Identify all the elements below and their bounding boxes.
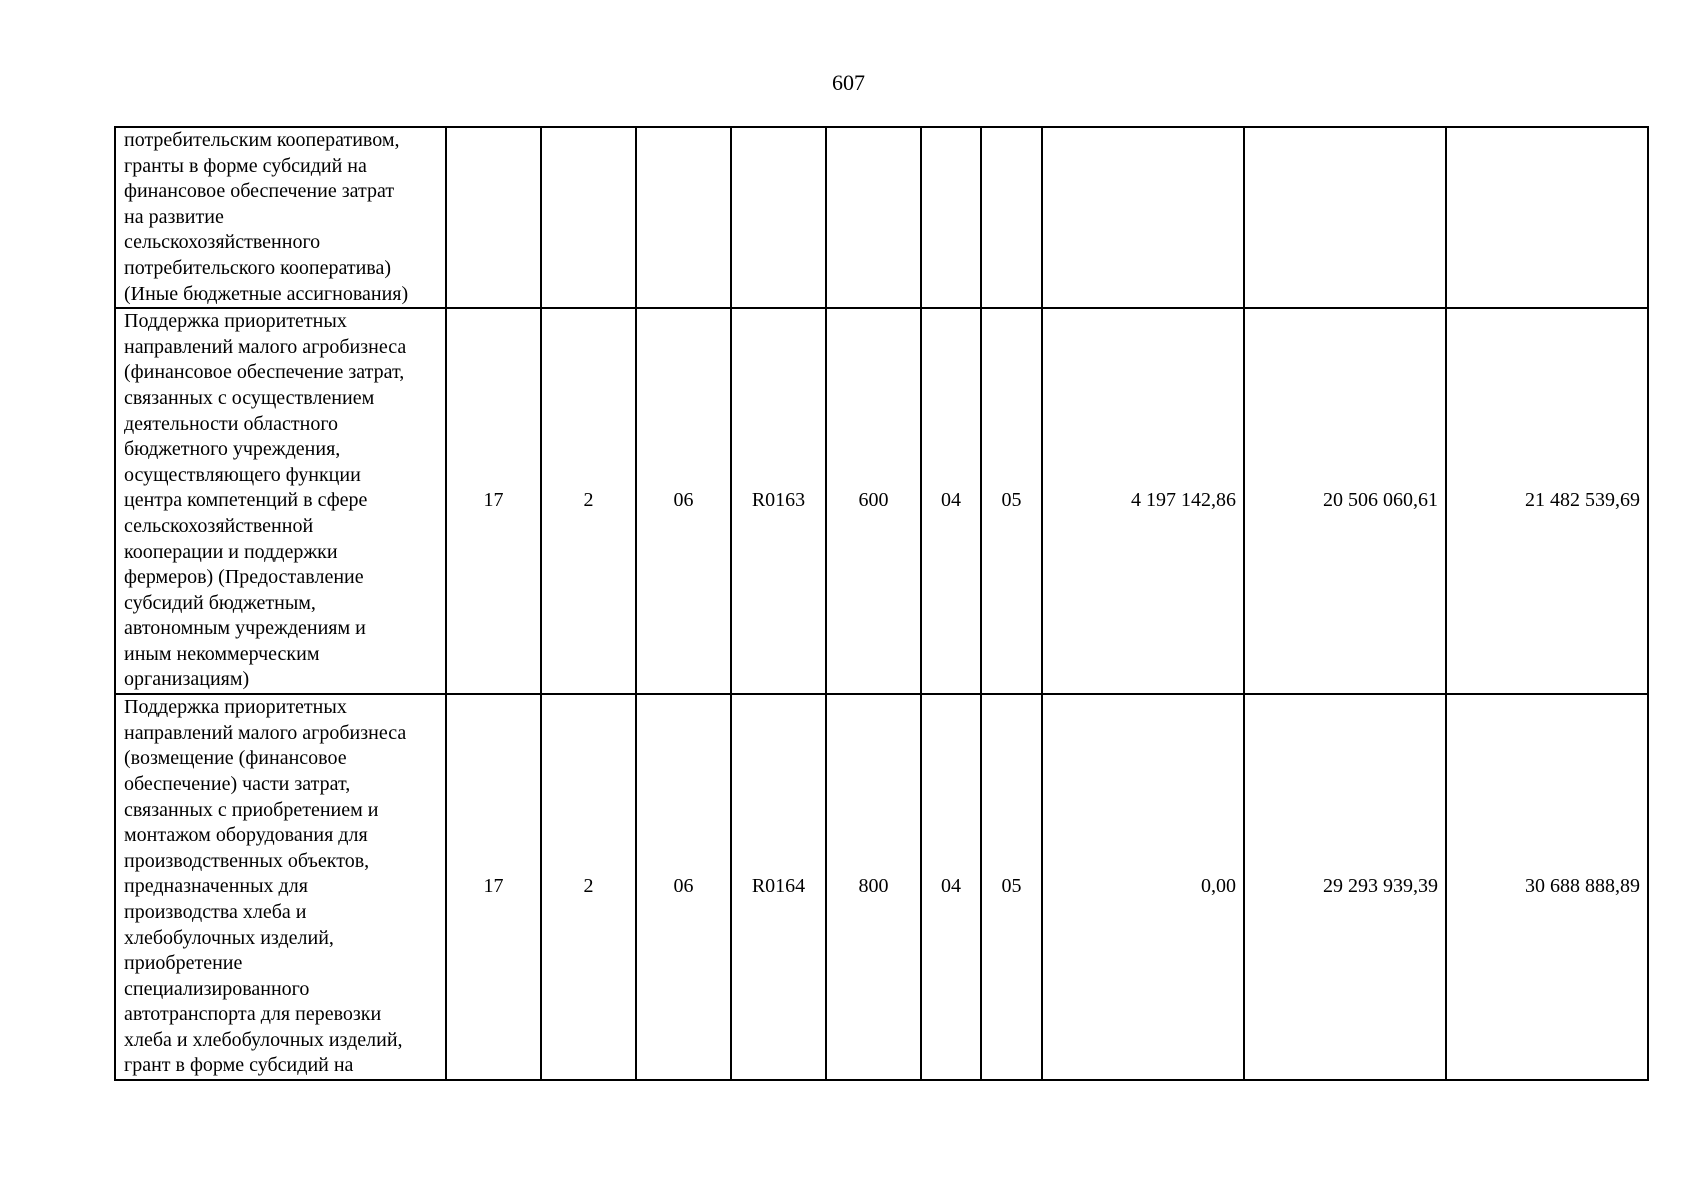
amount-3-cell (1446, 127, 1648, 308)
description-line: направлений малого агробизнеса (124, 721, 407, 744)
description-line: Поддержка приоритетных (124, 696, 347, 719)
amount-2-cell: 29 293 939,39 (1244, 694, 1446, 1080)
description-line: автотранспорта для перевозки (124, 1003, 382, 1026)
description-line: хлебобулочных изделий, (124, 926, 334, 949)
event-cell: 06 (636, 694, 731, 1080)
page-number: 607 (832, 70, 865, 95)
description-line: (финансовое обеспечение затрат, (124, 361, 405, 384)
amount-3-cell: 21 482 539,69 (1446, 308, 1648, 694)
description-line: иным некоммерческим (124, 642, 320, 665)
description-cell (115, 127, 446, 308)
expense-type-cell: 800 (826, 694, 921, 1080)
program-cell (446, 127, 541, 308)
subprogram-cell (541, 127, 636, 308)
description-line: осуществляющего функции (124, 463, 361, 486)
description-line: фермеров) (Предоставление (124, 566, 364, 589)
section-cell: 04 (921, 694, 981, 1080)
expense-type-cell (826, 127, 921, 308)
section-cell (921, 127, 981, 308)
amount-3-cell: 30 688 888,89 (1446, 694, 1648, 1080)
direction-cell (731, 127, 826, 308)
description-line: деятельности областного (124, 412, 339, 435)
expense-type-cell: 600 (826, 308, 921, 694)
description-line: (Иные бюджетные ассигнования) (124, 282, 409, 305)
description-line: автономным учреждениям и (124, 617, 366, 640)
description-line: Поддержка приоритетных (124, 310, 347, 333)
description-line: приобретение (124, 952, 243, 975)
description-line: производства хлеба и (124, 900, 307, 923)
amount-2-cell: 20 506 060,61 (1244, 308, 1446, 694)
description-line: потребительского кооператива) (124, 256, 391, 279)
description-line: бюджетного учреждения, (124, 438, 341, 461)
event-cell: 06 (636, 308, 731, 694)
amount-1-cell (1042, 127, 1244, 308)
description-line: (возмещение (финансовое (124, 747, 347, 770)
subsection-cell: 05 (981, 694, 1042, 1080)
subsection-cell (981, 127, 1042, 308)
description-line: кооперации и поддержки (124, 540, 338, 563)
budget-table (114, 126, 1649, 1081)
description-line: центра компетенций в сфере (124, 489, 368, 512)
description-line: связанных с приобретением и (124, 798, 379, 821)
amount-2-cell (1244, 127, 1446, 308)
description-line: связанных с осуществлением (124, 386, 375, 409)
description-line: грант в форме субсидий на (124, 1054, 354, 1077)
description-line: производственных объектов, (124, 849, 370, 872)
description-line: сельскохозяйственного (124, 231, 321, 254)
description-cell (115, 694, 446, 1080)
section-cell: 04 (921, 308, 981, 694)
description-line: организациям) (124, 668, 250, 691)
description-line: специализированного (124, 977, 310, 1000)
description-cell (115, 308, 446, 694)
amount-1-cell: 4 197 142,86 (1042, 308, 1244, 694)
amount-1-cell: 0,00 (1042, 694, 1244, 1080)
subprogram-cell: 2 (541, 694, 636, 1080)
table-row (115, 694, 1648, 1080)
description-line: предназначенных для (124, 875, 308, 898)
program-cell: 17 (446, 308, 541, 694)
description-line: обеспечение) части затрат, (124, 772, 351, 795)
event-cell (636, 127, 731, 308)
description-line: сельскохозяйственной (124, 514, 314, 537)
description-line: монтажом оборудования для (124, 824, 368, 847)
description-line: потребительским кооперативом, (124, 129, 400, 151)
subprogram-cell: 2 (541, 308, 636, 694)
description-line: хлеба и хлебобулочных изделий, (124, 1028, 403, 1051)
description-line: на развитие (124, 205, 224, 228)
description-line: субсидий бюджетным, (124, 591, 316, 614)
direction-cell: R0164 (731, 694, 826, 1080)
table-row (115, 127, 1648, 308)
description-line: гранты в форме субсидий на (124, 154, 367, 177)
table-row (115, 308, 1648, 694)
description-line: финансовое обеспечение затрат (124, 180, 395, 203)
description-line: направлений малого агробизнеса (124, 335, 407, 358)
subsection-cell: 05 (981, 308, 1042, 694)
direction-cell: R0163 (731, 308, 826, 694)
program-cell: 17 (446, 694, 541, 1080)
